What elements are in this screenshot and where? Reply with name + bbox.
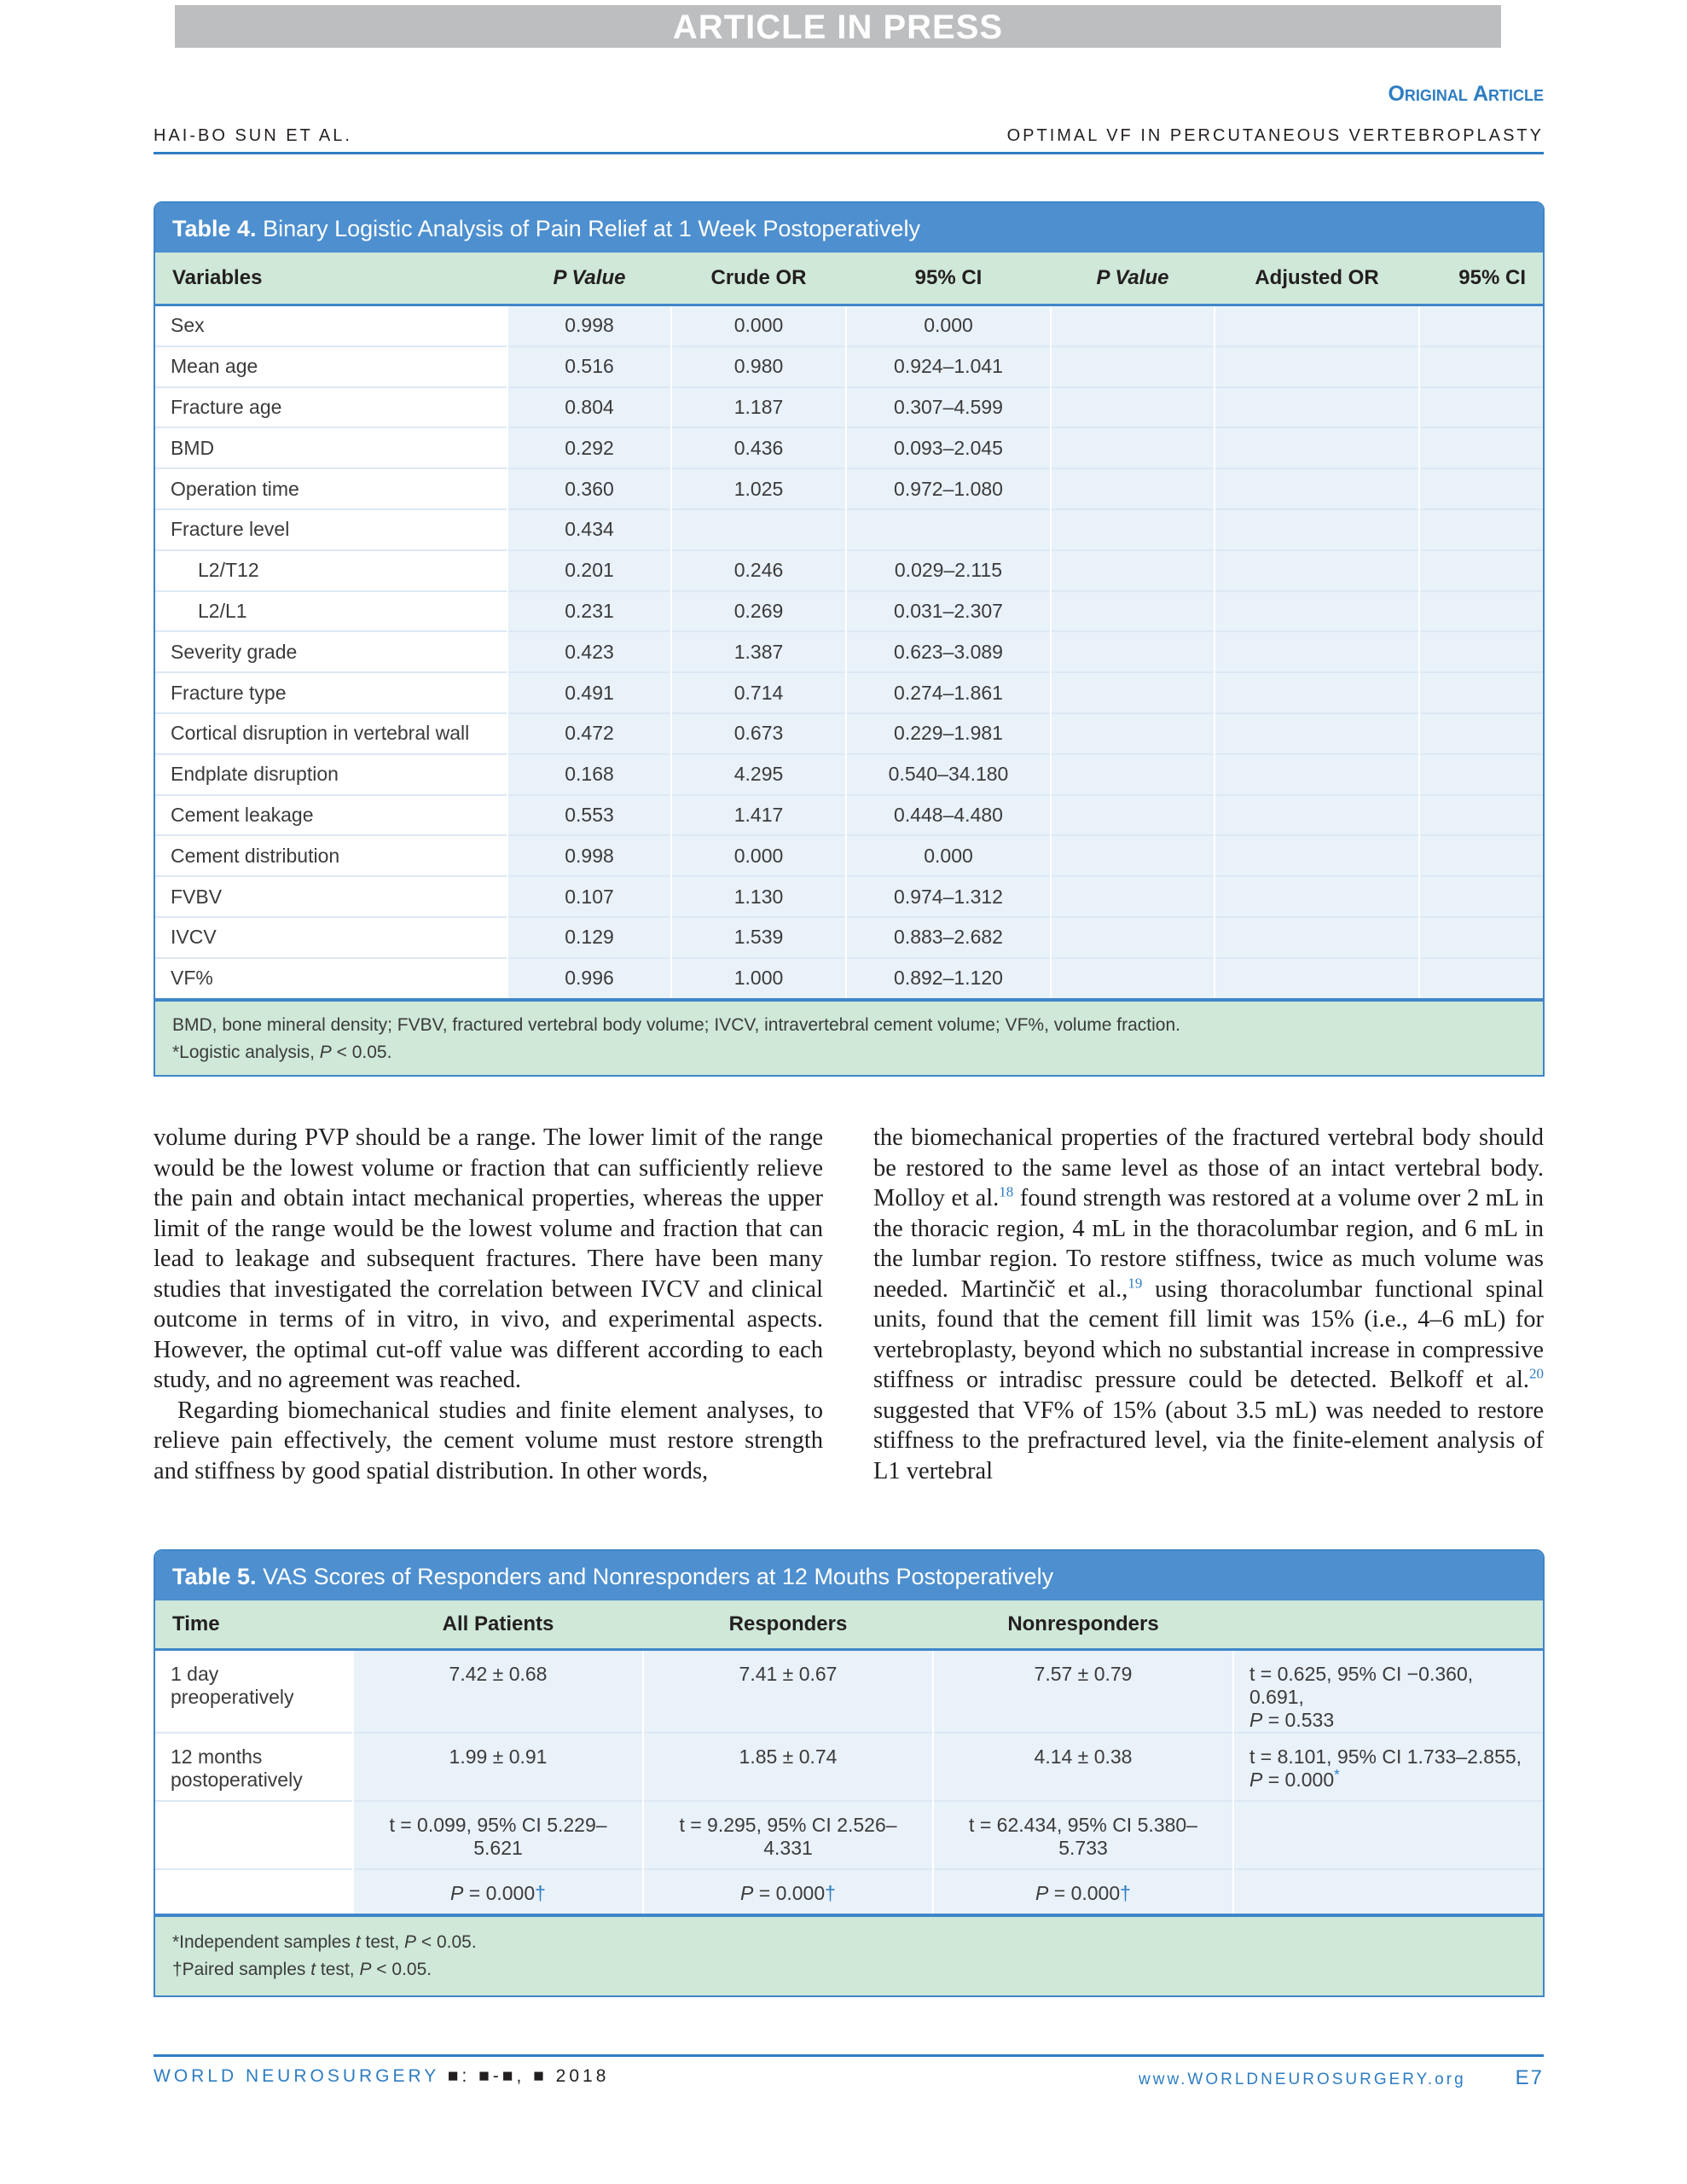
table-row: [155, 754, 1543, 795]
adjusted-or-cell: [1215, 387, 1419, 428]
nonresponders-cell: 4.14 ± 0.38: [933, 1733, 1233, 1801]
crude-p-value-cell: 0.553: [507, 795, 671, 836]
variable-cell: Cement distribution: [155, 835, 507, 876]
stat-cell: t = 8.101, 95% CI 1.733–2.855, P = 0.000*: [1233, 1733, 1543, 1801]
crude-ci-cell: 0.274–1.861: [846, 672, 1051, 713]
variable-cell: Fracture level: [155, 509, 507, 550]
table-row: [155, 795, 1543, 836]
table-row: [155, 876, 1543, 917]
variable-cell: L2/L1: [155, 591, 507, 632]
variable-cell: Cortical disruption in vertebral wall: [155, 713, 507, 754]
citation-link[interactable]: 19: [1128, 1275, 1143, 1291]
table-row: [155, 387, 1543, 428]
col-header: Nonresponders: [933, 1600, 1233, 1650]
crude-or-cell: 0.000: [671, 305, 846, 346]
adjusted-ci-cell: [1419, 713, 1543, 754]
table-4-footnote-logistic: *Logistic analysis, P < 0.05.: [172, 1042, 392, 1062]
crude-ci-cell: 0.540–34.180: [846, 754, 1051, 795]
adjusted-p-value-cell: [1051, 387, 1215, 428]
adjusted-ci-cell: [1419, 591, 1543, 632]
crude-ci-cell: 0.623–3.089: [846, 631, 1051, 672]
col-header: 95% CI: [1419, 253, 1543, 305]
adjusted-ci-cell: [1419, 958, 1543, 998]
time-cell: [155, 1801, 353, 1869]
section-label: Original Article: [1388, 82, 1544, 106]
adjusted-ci-cell: [1419, 754, 1543, 795]
crude-p-value-cell: 0.998: [507, 305, 671, 346]
adjusted-ci-cell: [1419, 468, 1543, 509]
adjusted-p-value-cell: [1051, 591, 1215, 632]
adjusted-or-cell: [1215, 835, 1419, 876]
crude-or-cell: 0.980: [671, 346, 846, 387]
adjusted-ci-cell: [1419, 387, 1543, 428]
footer-right: [1139, 2066, 1544, 2090]
table-4-label: Table 4.: [172, 216, 257, 241]
adjusted-p-value-cell: [1051, 550, 1215, 591]
col-header: Crude OR: [671, 253, 846, 305]
crude-ci-cell: 0.883–2.682: [846, 917, 1051, 958]
running-head-authors: HAI-BO SUN ET AL.: [154, 126, 352, 145]
crude-p-value-cell: 0.996: [507, 958, 671, 998]
table-row: [155, 713, 1543, 754]
adjusted-p-value-cell: [1051, 427, 1215, 468]
table-4-caption: [155, 203, 1543, 253]
adjusted-or-cell: [1215, 672, 1419, 713]
adjusted-p-value-cell: [1051, 835, 1215, 876]
adjusted-ci-cell: [1419, 835, 1543, 876]
paragraph: volume during PVP should be a range. The lower limit of the range would be the lowest volume or fraction that can sufficiently relieve the pain and obtain intact mechanical properties, whereas the upper limit of the range would be the lowest volume and fraction that can lead to leakage and subsequent fractures. There have been many studies that investigated the correlation between IVCV and clinical outcome in terms of in vitro, in vivo, and experimental aspects. However, the optimal cut-off value was different according to each study, and no agreement was reached.: [154, 1124, 823, 1393]
nonresponders-p: P = 0.000†: [933, 1869, 1233, 1914]
crude-p-value-cell: 0.804: [507, 387, 671, 428]
crude-or-cell: 4.295: [671, 754, 846, 795]
crude-or-cell: 0.000: [671, 835, 846, 876]
adjusted-ci-cell: [1419, 346, 1543, 387]
table-5-label: Table 5.: [172, 1564, 257, 1589]
adjusted-ci-cell: [1419, 427, 1543, 468]
crude-ci-cell: 0.307–4.599: [846, 387, 1051, 428]
adjusted-ci-cell: [1419, 509, 1543, 550]
col-header: P Value: [507, 253, 671, 305]
crude-or-cell: 1.130: [671, 876, 846, 917]
adjusted-or-cell: [1215, 958, 1419, 998]
all-patients-cell: 1.99 ± 0.91: [353, 1733, 643, 1801]
variable-cell: Mean age: [155, 346, 507, 387]
crude-p-value-cell: 0.998: [507, 835, 671, 876]
crude-or-cell: 0.436: [671, 427, 846, 468]
table-4-title: Binary Logistic Analysis of Pain Relief at 1 Week Postoperatively: [263, 216, 920, 241]
crude-p-value-cell: 0.491: [507, 672, 671, 713]
table-4: [154, 201, 1545, 1077]
stat-cell: [1233, 1801, 1543, 1869]
footer-journal: WORLD NEUROSURGERY ■: ■-■, ■ 2018: [154, 2066, 610, 2086]
adjusted-or-cell: [1215, 631, 1419, 672]
nonresponders-cell: 7.57 ± 0.79: [933, 1650, 1233, 1734]
table-5-title: VAS Scores of Responders and Nonresponders at 12 Mouths Postoperatively: [263, 1564, 1054, 1589]
adjusted-or-cell: [1215, 346, 1419, 387]
table-5-footnotes: [155, 1914, 1543, 1995]
table-row: [155, 672, 1543, 713]
crude-or-cell: 1.539: [671, 917, 846, 958]
crude-or-cell: 0.714: [671, 672, 846, 713]
variable-cell: Severity grade: [155, 631, 507, 672]
crude-p-value-cell: 0.516: [507, 346, 671, 387]
crude-ci-cell: 0.924–1.041: [846, 346, 1051, 387]
crude-or-cell: 0.269: [671, 591, 846, 632]
col-header: [1233, 1600, 1543, 1650]
table-5-header-row: [155, 1600, 1543, 1650]
crude-ci-cell: 0.972–1.080: [846, 468, 1051, 509]
table-row: [155, 591, 1543, 632]
citation-link[interactable]: 18: [999, 1183, 1014, 1200]
crude-p-value-cell: 0.129: [507, 917, 671, 958]
citation-link[interactable]: 20: [1529, 1365, 1544, 1382]
variable-cell: Fracture age: [155, 387, 507, 428]
variable-cell: Endplate disruption: [155, 754, 507, 795]
table-5-caption: [155, 1551, 1543, 1600]
table-row: [155, 509, 1543, 550]
crude-or-cell: 1.025: [671, 468, 846, 509]
table-5-grid: [155, 1600, 1543, 1914]
adjusted-ci-cell: [1419, 550, 1543, 591]
crude-or-cell: 1.187: [671, 387, 846, 428]
responders-cell: 7.41 ± 0.67: [643, 1650, 933, 1734]
adjusted-p-value-cell: [1051, 754, 1215, 795]
body-column-left: [154, 1123, 823, 1486]
adjusted-p-value-cell: [1051, 917, 1215, 958]
all-patients-cell: 7.42 ± 0.68: [353, 1650, 643, 1734]
crude-p-value-cell: 0.434: [507, 509, 671, 550]
adjusted-ci-cell: [1419, 795, 1543, 836]
responders-cell: 1.85 ± 0.74: [643, 1733, 933, 1801]
crude-ci-cell: 0.974–1.312: [846, 876, 1051, 917]
adjusted-or-cell: [1215, 550, 1419, 591]
stat-cell: t = 0.625, 95% CI −0.360, 0.691, P = 0.533: [1233, 1650, 1543, 1734]
crude-or-cell: 0.673: [671, 713, 846, 754]
table-5-footnote-independent: *Independent samples t test, P < 0.05.: [172, 1932, 477, 1952]
crude-or-cell: 1.387: [671, 631, 846, 672]
page-number: E7: [1515, 2066, 1544, 2089]
time-cell: 12 months postoperatively: [155, 1733, 353, 1801]
crude-ci-cell: 0.229–1.981: [846, 713, 1051, 754]
adjusted-p-value-cell: [1051, 672, 1215, 713]
variable-cell: VF%: [155, 958, 507, 998]
col-header: Adjusted OR: [1215, 253, 1419, 305]
variable-cell: Cement leakage: [155, 795, 507, 836]
variable-cell: FVBV: [155, 876, 507, 917]
adjusted-p-value-cell: [1051, 795, 1215, 836]
adjusted-ci-cell: [1419, 631, 1543, 672]
table-row: [155, 917, 1543, 958]
crude-p-value-cell: 0.472: [507, 713, 671, 754]
col-header: 95% CI: [846, 253, 1051, 305]
table-4-grid: [155, 253, 1543, 998]
body-column-right: [873, 1123, 1544, 1486]
crude-ci-cell: 0.029–2.115: [846, 550, 1051, 591]
adjusted-or-cell: [1215, 305, 1419, 346]
table-4-footnotes: [155, 998, 1543, 1075]
variable-cell: L2/T12: [155, 550, 507, 591]
adjusted-ci-cell: [1419, 876, 1543, 917]
responders-p: P = 0.000†: [643, 1869, 933, 1914]
nonresponders-stat: t = 62.434, 95% CI 5.380–5.733: [933, 1801, 1233, 1869]
variable-cell: IVCV: [155, 917, 507, 958]
adjusted-p-value-cell: [1051, 958, 1215, 998]
footer-rule: [154, 2054, 1544, 2057]
adjusted-p-value-cell: [1051, 876, 1215, 917]
crude-p-value-cell: 0.423: [507, 631, 671, 672]
crude-p-value-cell: 0.231: [507, 591, 671, 632]
crude-p-value-cell: 0.168: [507, 754, 671, 795]
crude-p-value-cell: 0.292: [507, 427, 671, 468]
time-cell: 1 day preoperatively: [155, 1650, 353, 1734]
adjusted-p-value-cell: [1051, 305, 1215, 346]
adjusted-p-value-cell: [1051, 509, 1215, 550]
time-cell: [155, 1869, 353, 1914]
crude-or-cell: 1.417: [671, 795, 846, 836]
all-patients-p: P = 0.000†: [353, 1869, 643, 1914]
table-row: [155, 835, 1543, 876]
table-5-footnote-paired: †Paired samples t test, P < 0.05.: [172, 1960, 432, 1979]
adjusted-p-value-cell: [1051, 346, 1215, 387]
adjusted-or-cell: [1215, 795, 1419, 836]
adjusted-p-value-cell: [1051, 468, 1215, 509]
col-header: Variables: [155, 253, 507, 305]
adjusted-or-cell: [1215, 427, 1419, 468]
crude-ci-cell: 0.000: [846, 305, 1051, 346]
table-row: [155, 631, 1543, 672]
adjusted-or-cell: [1215, 876, 1419, 917]
crude-p-value-cell: 0.360: [507, 468, 671, 509]
header-rule: [154, 152, 1544, 154]
crude-ci-cell: 0.093–2.045: [846, 427, 1051, 468]
table-4-header-row: [155, 253, 1543, 305]
crude-p-value-cell: 0.107: [507, 876, 671, 917]
col-header: Responders: [643, 1600, 933, 1650]
all-patients-stat: t = 0.099, 95% CI 5.229–5.621: [353, 1801, 643, 1869]
crude-ci-cell: 0.031–2.307: [846, 591, 1051, 632]
table-row: [155, 305, 1543, 346]
table-row: [155, 427, 1543, 468]
adjusted-ci-cell: [1419, 917, 1543, 958]
col-header: All Patients: [353, 1600, 643, 1650]
table-4-footnote-abbrev: BMD, bone mineral density; FVBV, fractured vertebral body volume; IVCV, intravertebral cement volume; VF%, volume fraction.: [172, 1014, 1180, 1035]
col-header: P Value: [1051, 253, 1215, 305]
crude-ci-cell: 0.000: [846, 835, 1051, 876]
adjusted-or-cell: [1215, 754, 1419, 795]
variable-cell: Sex: [155, 305, 507, 346]
table-row: [155, 958, 1543, 998]
table-row: [155, 1869, 1543, 1914]
responders-stat: t = 9.295, 95% CI 2.526–4.331: [643, 1801, 933, 1869]
paragraph: the biomechanical properties of the fractured vertebral body should be restored to the same level as those of an intact vertebral body. Molloy et al.$^{18}$ found strength was restored at a volume over 2 mL in the thoracic region, 4 mL in the thoracolumbar region, and 6 mL in the lumbar region. To restore stiffness, twice as much volume was needed. Martinčič et al.,$^{19}$ using thoracolumbar functional spinal units, found that the cement fill limit was 15% (i.e., 4–6 mL) for vertebroplasty, beyond which no substantial increase in compressive stiffness or intradisc pressure could be detected. Belkoff et al.$^{20}$ suggested that VF% of 15% (about 3.5 mL) was needed to restore stiffness to the prefractured level, via the finite-element analysis of L1 vertebral: [873, 1124, 1544, 1484]
paragraph: Regarding biomechanical studies and finite element analyses, to relieve pain effectively, the cement volume must restore strength and stiffness by good spatial distribution. In other words,: [154, 1397, 823, 1484]
table-5: [154, 1549, 1545, 1997]
adjusted-or-cell: [1215, 468, 1419, 509]
table-row: [155, 346, 1543, 387]
crude-or-cell: [671, 509, 846, 550]
crude-ci-cell: [846, 509, 1051, 550]
col-header: Time: [155, 1600, 353, 1650]
running-head-title: OPTIMAL VF IN PERCUTANEOUS VERTEBROPLASTY: [1006, 126, 1544, 145]
variable-cell: BMD: [155, 427, 507, 468]
crude-or-cell: 0.246: [671, 550, 846, 591]
adjusted-ci-cell: [1419, 672, 1543, 713]
stat-cell: [1233, 1869, 1543, 1914]
adjusted-ci-cell: [1419, 305, 1543, 346]
journal-url-link[interactable]: www.WORLDNEUROSURGERY.org: [1139, 2071, 1466, 2088]
variable-cell: Fracture type: [155, 672, 507, 713]
adjusted-or-cell: [1215, 509, 1419, 550]
crude-ci-cell: 0.448–4.480: [846, 795, 1051, 836]
table-row: [155, 1733, 1543, 1801]
adjusted-or-cell: [1215, 917, 1419, 958]
table-row: [155, 1650, 1543, 1734]
adjusted-p-value-cell: [1051, 631, 1215, 672]
adjusted-p-value-cell: [1051, 713, 1215, 754]
article-in-press-banner: ARTICLE IN PRESS: [175, 5, 1501, 48]
crude-or-cell: 1.000: [671, 958, 846, 998]
adjusted-or-cell: [1215, 591, 1419, 632]
adjusted-or-cell: [1215, 713, 1419, 754]
table-row: [155, 550, 1543, 591]
variable-cell: Operation time: [155, 468, 507, 509]
table-row: [155, 468, 1543, 509]
crude-p-value-cell: 0.201: [507, 550, 671, 591]
table-row: [155, 1801, 1543, 1869]
crude-ci-cell: 0.892–1.120: [846, 958, 1051, 998]
